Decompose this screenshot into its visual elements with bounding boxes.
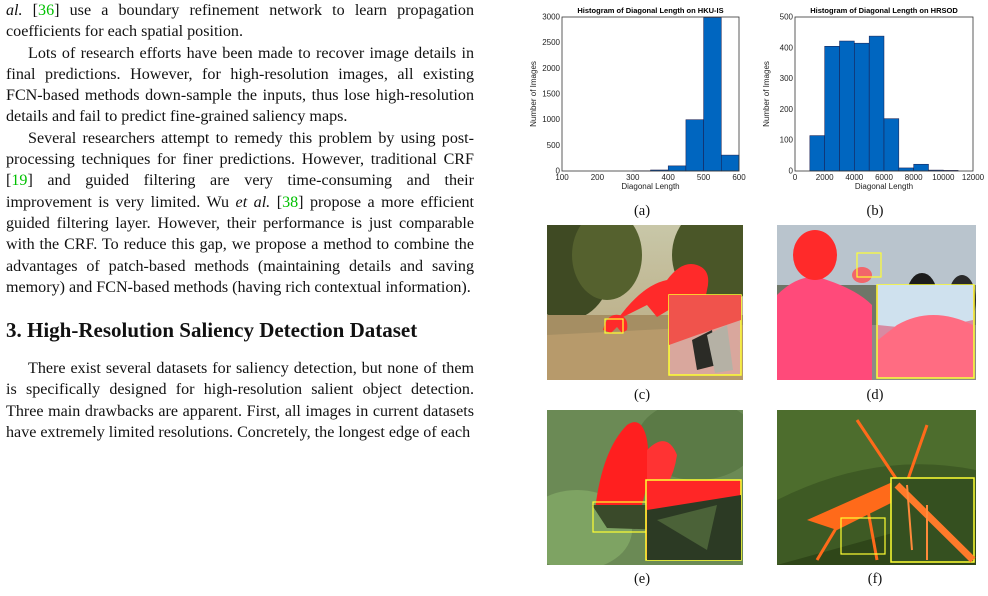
label-c: (c) — [633, 387, 651, 403]
text-run: [ — [270, 193, 283, 211]
histogram-bar — [840, 41, 855, 171]
y-tick-label: 200 — [779, 104, 793, 114]
histogram-hku-is — [529, 6, 746, 191]
photo-person — [777, 225, 976, 380]
x-tick-label: 8000 — [904, 173, 923, 182]
text-run: Several researchers attempt to remedy this problem by using post-processing techniques for finer predictions. However, traditional CRF [ — [6, 129, 474, 190]
y-tick-label: 500 — [779, 12, 793, 22]
x-tick-label: 6000 — [875, 173, 893, 182]
x-tick-label: 200 — [590, 173, 605, 182]
label-d: (d) — [866, 387, 884, 403]
x-tick-label: 10000 — [932, 173, 955, 182]
label-e: (e) — [633, 571, 651, 587]
x-tick-label: 100 — [555, 173, 569, 182]
text-run: [ — [22, 2, 39, 19]
histogram-bar — [884, 119, 899, 171]
x-tick-label: 0 — [792, 173, 798, 182]
x-tick-label: 12000 — [961, 173, 985, 182]
citation[interactable]: 36 — [38, 2, 55, 19]
histogram-bar — [686, 120, 704, 171]
histogram-bar — [899, 168, 914, 171]
text-run: ] and guided filtering are very time-consuming and their improvement is very limited. Wu — [6, 172, 474, 211]
citation[interactable]: 38 — [282, 193, 299, 211]
chart-title: Histogram of Diagonal Length on HRSOD — [810, 6, 958, 15]
text-run: et al. — [235, 193, 271, 211]
text-run: Lots of research efforts have been made to recover image details in final predictions. However, for high-resolution images, all existing FCN-based methods down-sample the inputs, thus lose high-resolution details and fail to predict fine-grained saliency maps. — [6, 44, 474, 126]
y-tick-label: 3000 — [542, 12, 560, 22]
label-a: (a) — [633, 203, 651, 219]
text-run: al. — [6, 2, 23, 19]
y-tick-label: 1000 — [542, 115, 560, 125]
histogram-bar — [914, 164, 929, 171]
y-tick-label: 500 — [546, 140, 560, 150]
section-title: 3. High-Resolution Saliency Detection Dataset — [6, 318, 418, 343]
y-tick-label: 400 — [779, 43, 793, 53]
photo-elephant — [547, 225, 743, 380]
x-tick-label: 400 — [661, 173, 675, 182]
y-tick-label: 1500 — [542, 89, 560, 99]
chart-title: Histogram of Diagonal Length on HKU-IS — [577, 6, 724, 15]
x-tick-label: 4000 — [845, 173, 864, 182]
histogram-bar — [869, 36, 884, 171]
y-tick-label: 0 — [788, 166, 793, 176]
y-tick-label: 2000 — [542, 63, 560, 73]
x-axis-label: Diagonal Length — [854, 182, 914, 191]
x-tick-label: 300 — [626, 173, 640, 182]
histograms — [0, 0, 988, 215]
citation[interactable]: 19 — [11, 172, 28, 190]
histogram-bar — [854, 43, 869, 171]
label-f: (f) — [867, 571, 883, 587]
histogram-bar — [721, 155, 739, 171]
histogram-bar — [704, 18, 722, 171]
label-b: (b) — [866, 203, 884, 219]
y-tick-label: 0 — [555, 166, 560, 176]
histogram-bar — [668, 166, 686, 171]
text-run: ] propose a more efficient guided filtering layer. However, their performance is just comparable with the CRF. To reduce this gap, we propose a method to combine the advantages of patch-based methods (maintaining details and saving memory) and FCN-based methods (having rich contextual information). — [6, 193, 474, 296]
y-axis-label: Number of Images — [762, 61, 771, 127]
y-tick-label: 2500 — [542, 38, 560, 48]
paragraph-3 — [6, 358, 474, 443]
x-axis-label: Diagonal Length — [621, 182, 680, 191]
y-tick-label: 300 — [779, 74, 793, 84]
histogram-hrsod — [762, 6, 985, 191]
photo-grasshopper — [777, 410, 976, 565]
x-tick-label: 500 — [696, 173, 711, 182]
histogram-bar — [825, 46, 840, 171]
photo-butterfly — [547, 410, 743, 565]
y-axis-label: Number of Images — [529, 61, 538, 127]
x-tick-label: 2000 — [815, 173, 834, 182]
text-run: There exist several datasets for saliency detection, but none of them is specifically designed for high-resolution salient object detection. Three main drawbacks are apparent. First, all images in current datasets have extremely limited resolutions. Concretely, the longest edge of each — [6, 360, 474, 442]
x-tick-label: 600 — [732, 173, 746, 182]
text-run: ] use a boundary refinement network to learn propagation coefficients for each spatial position. — [6, 2, 474, 41]
histogram-bar — [810, 136, 825, 171]
y-tick-label: 100 — [779, 135, 793, 145]
